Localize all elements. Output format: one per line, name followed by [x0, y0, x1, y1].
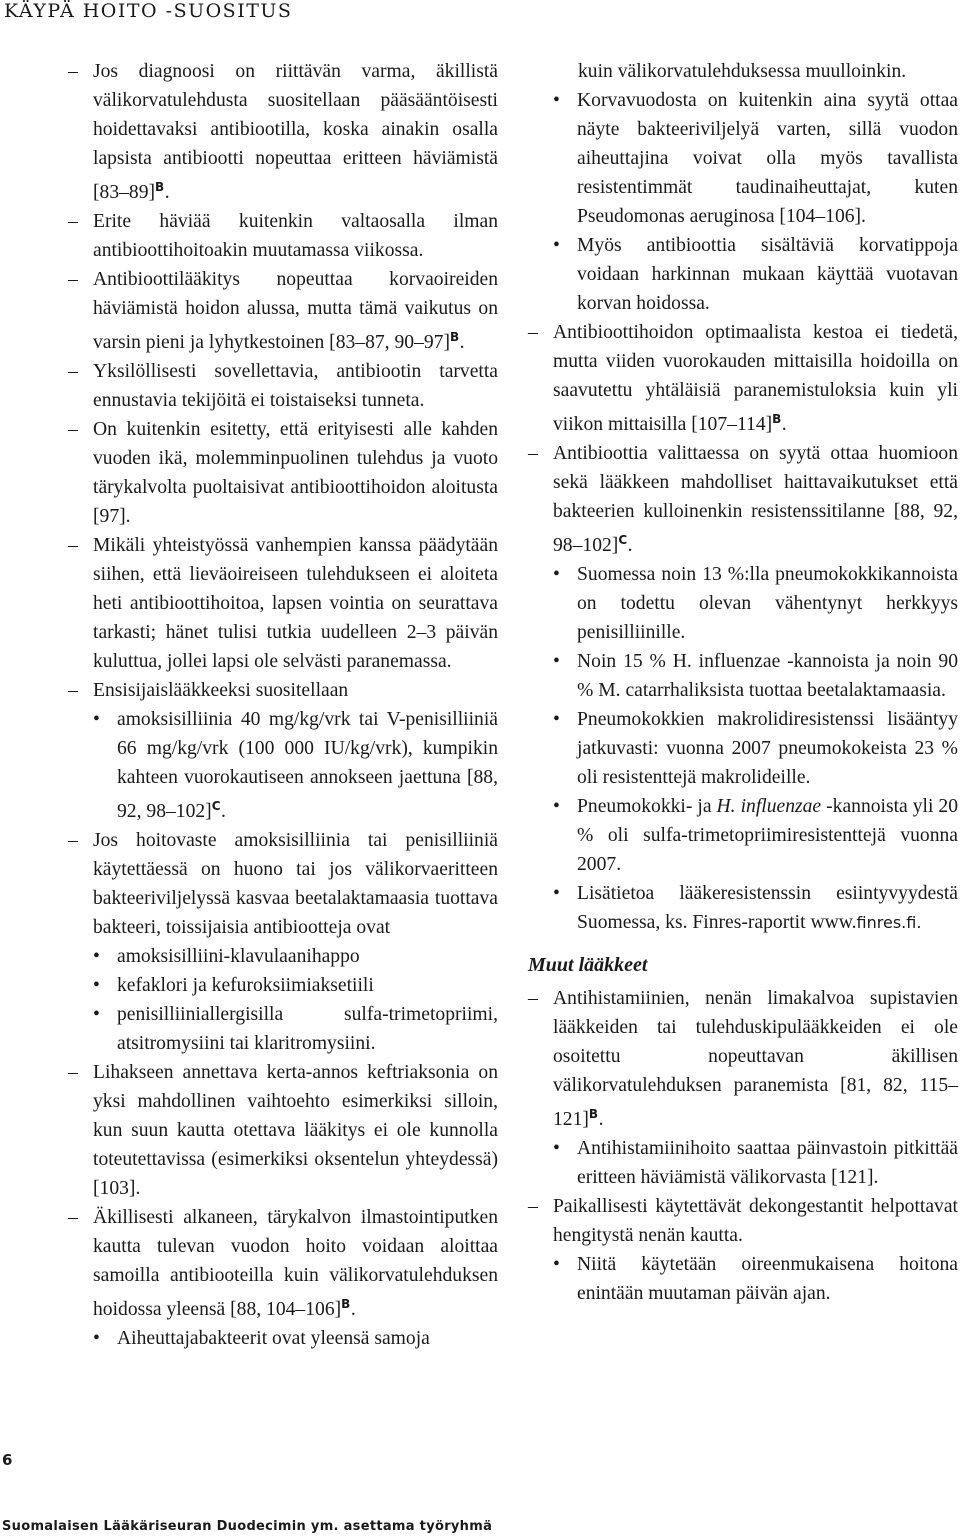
item-punct: . [164, 182, 170, 203]
evidence-grade: C [618, 533, 628, 547]
item-text: Paikallisesti käytettävät dekongestantit helpottavat hengitystä nenän kautta. [553, 1196, 958, 1246]
item-text: Myös antibioottia sisältäviä korvatippoja voidaan harkinnan mukaan käyttää vuotavan korvan hoidossa. [577, 235, 958, 314]
evidence-grade: B [772, 412, 782, 426]
bullet-marker: • [553, 709, 560, 730]
dash-marker: – [68, 535, 78, 556]
item-text: Antihistamiinien, nenän limakalvoa supistavien lääkkeiden tai tulehduskipulääkkeiden ei ole osoitettu nopeuttavan äkillisen välikorvatulehduksen paranemista [81, 82, 115–121] [553, 988, 958, 1130]
dash-marker: – [68, 211, 78, 232]
continuation-text: kuin välikorvatulehduksessa muulloinkin. [578, 61, 907, 82]
item-text: Yksilöllisesti sovellettavia, antibiootin tarvetta ennustavia tekijöitä ei toistaiseksi tunneta. [93, 361, 498, 411]
section-heading: Muut lääkkeet [528, 954, 648, 976]
bullet-marker: • [93, 1328, 100, 1349]
evidence-grade: B [449, 330, 460, 344]
dash-item [68, 357, 498, 415]
item-text: Antihistamiinihoito saattaa päinvastoin pitkittää eritteen häviämistä välikorvasta [121]. [577, 1138, 958, 1188]
dash-item [528, 984, 958, 1134]
item-punct: . [781, 414, 787, 435]
dash-item [528, 318, 958, 439]
dash-item [68, 1058, 498, 1203]
item-text: Jos hoitovaste amoksisilliinia tai penisilliiniä käytettäessä on huono tai jos välikorvaeritteen bakteeriviljelyssä kasvaa beetalaktamaasia tuottava bakteeri, toissijaisia antibiootteja ovat [93, 830, 498, 938]
left-column [68, 57, 498, 1353]
evidence-grade: B [341, 1297, 351, 1311]
item-text: Aiheuttajabakteerit ovat yleensä samoja [117, 1328, 430, 1349]
bullet-item [528, 231, 958, 318]
dash-item [68, 1203, 498, 1324]
dash-item [68, 531, 498, 676]
dash-item [68, 207, 498, 265]
bullet-marker: • [553, 883, 560, 904]
bullet-marker: • [553, 1254, 560, 1275]
item-punct: . [598, 1109, 604, 1130]
item-text: -kannoista yli 20 % oli sulfa-trimetopriimiresistenttejä vuonna 2007. [577, 796, 959, 875]
italic-term: H. influenzae [716, 796, 822, 817]
bullet-marker: • [93, 709, 100, 730]
item-text: Antibioottia valittaessa on syytä ottaa huomioon sekä lääkkeen mahdolliset haittavaikutukset että bakteerien kulloinenkin resistenssitilanne [88, 92, 98–102] [553, 443, 958, 556]
dash-marker: – [68, 361, 78, 382]
item-text: kefaklori ja kefuroksiimiaksetiili [117, 975, 374, 996]
item-punct: . [459, 332, 465, 353]
evidence-grade: C [211, 799, 222, 813]
dash-marker: – [68, 1062, 78, 1083]
bullet-item [528, 1250, 958, 1308]
evidence-grade: B [588, 1107, 599, 1121]
bullet-item [68, 971, 498, 1000]
bullet-item [68, 705, 498, 826]
bullet-item [68, 1000, 498, 1058]
item-text: On kuitenkin esitetty, että erityisesti alle kahden vuoden ikä, molemminpuolinen tulehdus ja vuoto tärykalvolta puoltaisivat antibioottihoidon aloitusta [97]. [93, 419, 498, 527]
bullet-item [68, 1324, 498, 1353]
item-text: Suomessa noin 13 %:lla pneumokokkikannoista on todettu olevan vähentynyt herkkyys penisilliinille. [577, 564, 958, 643]
item-text: Antibioottilääkitys nopeuttaa korvaoireiden häviämistä hoidon alussa, mutta tämä vaikutus on varsin pieni ja lyhytkestoinen [83–87, 90–97] [93, 269, 498, 353]
bullet-marker: • [553, 564, 560, 585]
bullet-marker: • [553, 1138, 560, 1159]
item-text: Lisätietoa lääkeresistenssin esiintyvyydestä Suomessa, ks. Finres-raportit www. [577, 883, 958, 933]
bullet-item [528, 86, 958, 231]
dash-item [68, 57, 498, 207]
page-header-title: KÄYPÄ HOITO -SUOSITUS [4, 0, 293, 22]
dash-marker: – [528, 322, 538, 343]
bullet-item [68, 942, 498, 971]
bullet-marker: • [553, 90, 560, 111]
dash-marker: – [68, 61, 78, 82]
item-punct: . [627, 535, 633, 556]
item-text: Antibioottihoidon optimaalista kestoa ei tiedetä, mutta viiden vuorokauden mittaisilla hoidoilla on saavutettu yhtäläisiä paranemistuloksia kuin yli viikon mittaisilla [107–114] [553, 322, 958, 435]
bullet-marker: • [553, 796, 560, 817]
dash-marker: – [68, 1207, 78, 1228]
bullet-marker: • [93, 975, 100, 996]
item-text: Korvavuodosta on kuitenkin aina syytä ottaa näyte bakteeriviljelyä varten, sillä vuodon aiheuttajina voivat olla myös tavallista resistentimmät taudinaiheuttajat, kuten Pseudomonas aeruginosa [104–106]. [577, 90, 958, 227]
dash-item [68, 676, 498, 705]
item-text: Ensisijaislääkkeeksi suositellaan [93, 680, 349, 701]
dash-marker: – [68, 680, 78, 701]
dash-marker: – [68, 419, 78, 440]
dash-marker: – [68, 269, 78, 290]
item-punct: . [350, 1299, 356, 1320]
bullet-marker: • [93, 946, 100, 967]
web-link: finres.fi. [856, 913, 922, 932]
item-punct: . [221, 801, 226, 822]
item-text: Pneumokokkien makrolidiresistenssi lisääntyy jatkuvasti: vuonna 2007 pneumokokeista 23 % oli resistenttejä makrolideille. [577, 709, 958, 788]
item-text: Jos diagnoosi on riittävän varma, äkillistä välikorvatulehdusta suositellaan pääsääntöisesti hoidettavaksi antibiootilla, koska ainakin osalla lapsista antibiootti nopeuttaa eritteen häviämistä [83–89] [93, 61, 498, 203]
dash-marker: – [528, 988, 538, 1009]
item-text: Äkillisesti alkaneen, tärykalvon ilmastointiputken kautta tulevan vuodon hoito voidaan aloittaa samoilla antibiooteilla kuin välikorvatulehduksen hoidossa yleensä [88, 104–106] [93, 1207, 498, 1320]
item-text: Pneumokokki- ja [577, 796, 717, 817]
item-text: Noin 15 % H. influenzae -kannoista ja noin 90 % M. catarrhaliksista tuottaa beetalaktamaasia. [577, 651, 958, 701]
bullet-item [528, 1134, 958, 1192]
dash-marker: – [528, 1196, 538, 1217]
right-column [528, 57, 958, 1308]
dash-item [528, 439, 958, 560]
bullet-item [528, 792, 958, 879]
item-text: Niitä käytetään oireenmukaisena hoitona enintään muutaman päivän ajan. [577, 1254, 958, 1304]
dash-item [68, 415, 498, 531]
item-text: penisilliiniallergisilla sulfa-trimetopriimi, atsitromysiini tai klaritromysiini. [117, 1004, 498, 1054]
dash-item [528, 1192, 958, 1250]
dash-item [68, 265, 498, 357]
dash-marker: – [528, 443, 538, 464]
item-text: amoksisilliinia 40 mg/kg/vrk tai V-penisilliiniä 66 mg/kg/vrk (100 000 IU/kg/vrk), kumpikin kahteen vuorokautiseen annokseen jaettuna [88, 92, 98–102] [117, 709, 498, 822]
bullet-marker: • [553, 235, 560, 256]
item-text: Erite häviää kuitenkin valtaosalla ilman antibioottihoitoakin muutamassa viikossa. [93, 211, 498, 261]
item-text: Mikäli yhteistyössä vanhempien kanssa päädytään siihen, että lieväoireiseen tulehdukseen ei aloiteta heti antibioottihoitoa, lapsen vointia on seurattava tarkasti; hänet tulisi tutkia uudelleen 2–3 päivän kuluttua, jollei lapsi ole selvästi paranemassa. [93, 535, 498, 672]
bullet-marker: • [93, 1004, 100, 1025]
footer-text: Suomalaisen Lääkäriseuran Duodecimin ym. asettama työryhmä [2, 1519, 493, 1534]
bullet-item [528, 560, 958, 647]
bullet-item [528, 647, 958, 705]
item-text: amoksisilliini-klavulaanihappo [117, 946, 360, 967]
bullet-item [528, 879, 958, 937]
item-text: Lihakseen annettava kerta-annos keftriaksonia on yksi mahdollinen vaihtoehto esimerkiksi silloin, kun suun kautta otettava lääkitys ei ole kunnolla toteutettavissa (esimerkiksi oksentelun yhteydessä) [103]. [93, 1062, 498, 1199]
evidence-grade: B [155, 180, 165, 194]
bullet-marker: • [553, 651, 560, 672]
page-number: 6 [2, 1451, 13, 1469]
dash-marker: – [68, 830, 78, 851]
dash-item [68, 826, 498, 942]
bullet-item [528, 705, 958, 792]
